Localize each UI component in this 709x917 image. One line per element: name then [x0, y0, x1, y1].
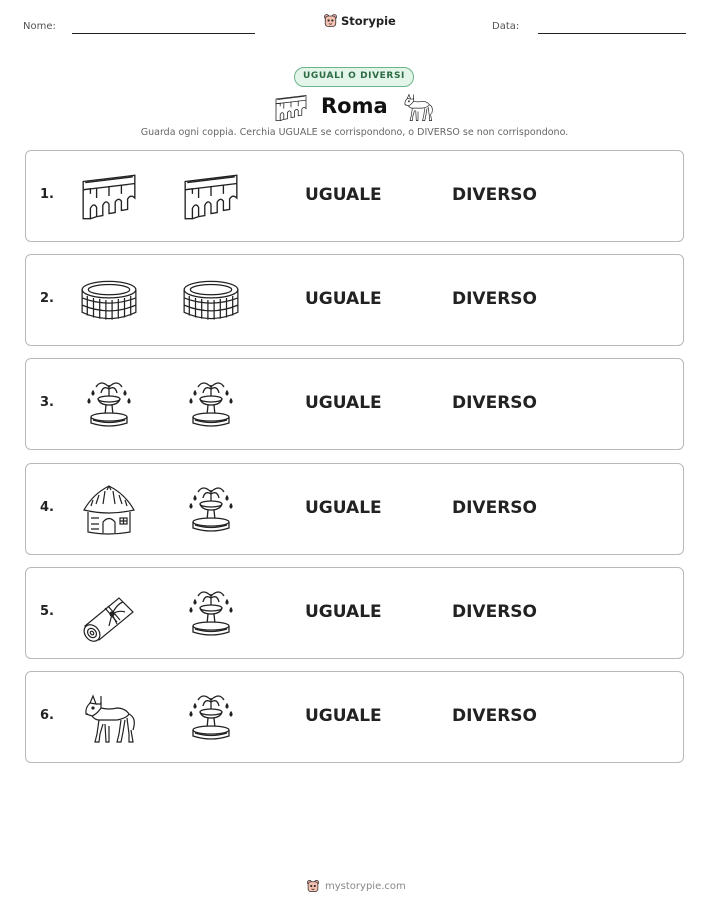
- storypie-logo-icon: [306, 879, 320, 893]
- exercise-row: [25, 463, 684, 555]
- option-different[interactable]: DIVERSO: [452, 393, 537, 414]
- title-row: [272, 91, 437, 123]
- colosseum-icon: [180, 273, 242, 329]
- brand-logo: [323, 13, 396, 28]
- option-different[interactable]: DIVERSO: [452, 706, 537, 726]
- option-different[interactable]: DIVERSO: [452, 185, 537, 205]
- date-field[interactable]: [538, 33, 686, 34]
- page-title: Roma: [321, 94, 388, 118]
- exercise-row: [25, 150, 684, 242]
- option-same[interactable]: UGUALE: [305, 185, 382, 205]
- wolf-icon: [78, 690, 140, 746]
- fountain-icon: [180, 377, 242, 433]
- option-same[interactable]: UGUALE: [305, 393, 382, 414]
- footer: [306, 879, 406, 893]
- row-number: 6.: [40, 708, 54, 723]
- row-number: 2.: [40, 291, 54, 307]
- aqueduct-icon: [180, 169, 242, 225]
- name-label: Nome:: [23, 21, 56, 32]
- fountain-icon: [180, 586, 242, 642]
- colosseum-icon: [78, 273, 140, 329]
- option-same[interactable]: UGUALE: [305, 289, 382, 310]
- row-number: 5.: [40, 603, 54, 619]
- fountain-icon: [180, 690, 242, 746]
- storypie-logo-icon: [323, 13, 338, 28]
- fountain-icon: [180, 482, 242, 538]
- exercise-row: [25, 254, 684, 346]
- option-same[interactable]: UGUALE: [305, 601, 382, 622]
- hut-icon: [78, 482, 140, 538]
- aqueduct-icon: [78, 169, 140, 225]
- row-number: 4.: [40, 499, 54, 515]
- footer-url: mystorypie.com: [325, 880, 406, 892]
- option-different[interactable]: DIVERSO: [452, 289, 537, 310]
- option-different[interactable]: DIVERSO: [452, 497, 537, 518]
- exercise-row: [25, 358, 684, 450]
- instructions: Guarda ogni coppia. Cerchia UGUALE se corrispondono, o DIVERSO se non corrispondono.: [140, 127, 569, 138]
- date-label: Data:: [492, 21, 520, 32]
- option-same[interactable]: UGUALE: [305, 706, 382, 726]
- aqueduct-icon: [272, 93, 310, 123]
- option-same[interactable]: UGUALE: [305, 497, 382, 518]
- row-number: 1.: [40, 187, 54, 202]
- option-different[interactable]: DIVERSO: [452, 601, 537, 622]
- fountain-icon: [78, 377, 140, 433]
- brand-name: Storypie: [341, 13, 396, 28]
- row-number: 3.: [40, 395, 54, 411]
- scroll-icon: [78, 586, 140, 642]
- wolf-icon: [401, 91, 435, 123]
- name-field[interactable]: [72, 33, 255, 34]
- exercise-row: [25, 567, 684, 659]
- exercise-row: [25, 671, 684, 763]
- worksheet-type-badge: UGUALI O DIVERSI: [294, 67, 414, 87]
